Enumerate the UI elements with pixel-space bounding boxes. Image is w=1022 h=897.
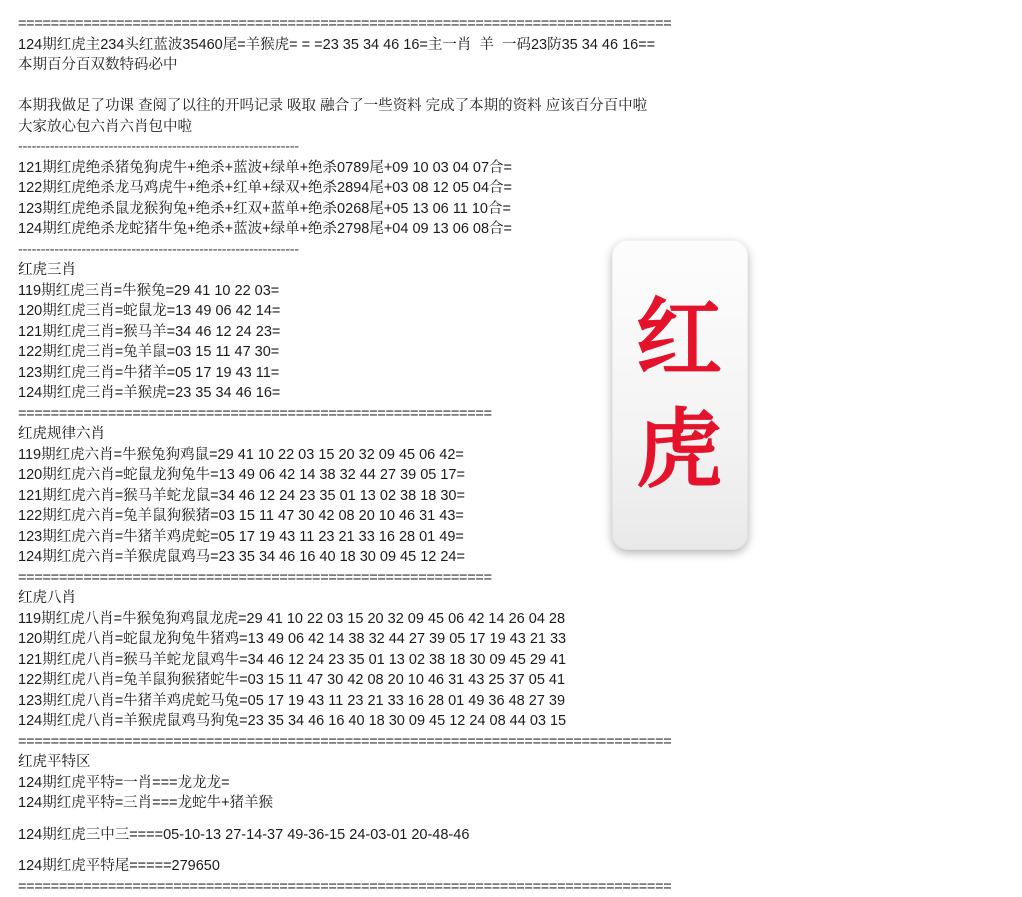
section-ping-title: 红虎平特区	[18, 752, 978, 773]
section-ping-line-2: 124期红虎平特=三肖===龙蛇牛+猪羊猴	[18, 793, 978, 814]
badge-char-hu: 虎	[636, 404, 724, 497]
section-six-line-3: 121期红虎六肖=猴马羊蛇龙鼠=34 46 12 24 23 35 01 13 02 38 18 30=	[18, 486, 978, 507]
separator-top: ================================================================================	[18, 14, 978, 35]
section-three-line-3: 121期红虎三肖=猴马羊=34 46 12 24 23=	[18, 322, 978, 343]
section-three-title: 红虎三肖	[18, 260, 978, 281]
separator-bottom-2: ================================================================================	[18, 877, 978, 897]
section-eight-line-2: 120期红虎八肖=蛇鼠龙狗兔牛猪鸡=13 49 06 42 14 38 32 44 27 39 05 17 19 43 21 33	[18, 629, 978, 650]
separator-mid-2: ==========================================================	[18, 568, 978, 589]
kill-line-1: 121期红虎绝杀猪兔狗虎牛+绝杀+蓝波+绿单+绝杀0789尾+09 10 03 04 07合=	[18, 158, 978, 179]
section-ping-line-4: 124期红虎平特尾=====279650	[18, 856, 978, 877]
separator-bottom-1: ================================================================================	[18, 732, 978, 753]
section-three-line-2: 120期红虎三肖=蛇鼠龙=13 49 06 42 14=	[18, 301, 978, 322]
intro-line-2: 本期百分百双数特码必中	[18, 55, 978, 76]
section-eight-line-3: 121期红虎八肖=猴马羊蛇龙鼠鸡牛=34 46 12 24 23 35 01 13 02 38 18 30 09 45 29 41	[18, 650, 978, 671]
section-three-line-4: 122期红虎三肖=兔羊鼠=03 15 11 47 30=	[18, 342, 978, 363]
section-six-line-1: 119期红虎六肖=牛猴兔狗鸡鼠=29 41 10 22 03 15 20 32 09 45 06 42=	[18, 445, 978, 466]
section-ping-line-1: 124期红虎平特=一肖===龙龙龙=	[18, 773, 978, 794]
section-three-line-6: 124期红虎三肖=羊猴虎=23 35 34 46 16=	[18, 383, 978, 404]
kill-line-3: 123期红虎绝杀鼠龙猴狗兔+绝杀+红双+蓝单+绝杀0268尾+05 13 06 11 10合=	[18, 199, 978, 220]
intro-line-1: 124期红虎主234头红蓝波35460尾=羊猴虎= = =23 35 34 46 16=主一肖 羊 一码23防35 34 46 16==	[18, 35, 978, 56]
kill-line-4: 124期红虎绝杀龙蛇猪牛兔+绝杀+蓝波+绿单+绝杀2798尾+04 09 13 06 08合=	[18, 219, 978, 240]
note-line-1: 本期我做足了功课 查阅了以往的开吗记录 吸取 融合了一些资料 完成了本期的资料 应该百分百中啦	[18, 96, 978, 117]
section-three-line-5: 123期红虎三肖=牛猪羊=05 17 19 43 11=	[18, 363, 978, 384]
section-eight-line-4: 122期红虎八肖=兔羊鼠狗猴猪蛇牛=03 15 11 47 30 42 08 20 10 46 31 43 25 37 05 41	[18, 670, 978, 691]
document-text-column	[18, 14, 978, 897]
section-six-title: 红虎规律六肖	[18, 424, 978, 445]
note-line-2: 大家放心包六肖六肖包中啦	[18, 117, 978, 138]
section-eight-line-1: 119期红虎八肖=牛猴兔狗鸡鼠龙虎=29 41 10 22 03 15 20 32 09 45 06 42 14 26 04 28	[18, 609, 978, 630]
section-three-line-1: 119期红虎三肖=牛猴兔=29 41 10 22 03=	[18, 281, 978, 302]
section-six-line-6: 124期红虎六肖=羊猴虎鼠鸡马=23 35 34 46 16 40 18 30 09 45 12 24=	[18, 547, 978, 568]
dash-rule-1: --------------------------------------------------------------	[18, 137, 978, 158]
spacer-2	[18, 814, 978, 825]
red-tiger-badge	[612, 240, 748, 550]
section-ping-line-3: 124期红虎三中三====05-10-13 27-14-37 49-36-15 24-03-01 20-48-46	[18, 825, 978, 846]
spacer-1	[18, 76, 978, 97]
spacer-3	[18, 845, 978, 856]
section-eight-line-5: 123期红虎八肖=牛猪羊鸡虎蛇马兔=05 17 19 43 11 23 21 33 16 28 01 49 36 48 27 39	[18, 691, 978, 712]
badge-char-hong: 红	[636, 293, 724, 386]
separator-mid-1: ==========================================================	[18, 404, 978, 425]
section-eight-line-6: 124期红虎八肖=羊猴虎鼠鸡马狗兔=23 35 34 46 16 40 18 30 09 45 12 24 08 44 03 15	[18, 711, 978, 732]
kill-line-2: 122期红虎绝杀龙马鸡虎牛+绝杀+红单+绿双+绝杀2894尾+03 08 12 05 04合=	[18, 178, 978, 199]
section-six-line-4: 122期红虎六肖=兔羊鼠狗猴猪=03 15 11 47 30 42 08 20 10 46 31 43=	[18, 506, 978, 527]
section-six-line-2: 120期红虎六肖=蛇鼠龙狗兔牛=13 49 06 42 14 38 32 44 27 39 05 17=	[18, 465, 978, 486]
section-eight-title: 红虎八肖	[18, 588, 978, 609]
section-six-line-5: 123期红虎六肖=牛猪羊鸡虎蛇=05 17 19 43 11 23 21 33 16 28 01 49=	[18, 527, 978, 548]
dash-rule-2: --------------------------------------------------------------	[18, 240, 978, 261]
